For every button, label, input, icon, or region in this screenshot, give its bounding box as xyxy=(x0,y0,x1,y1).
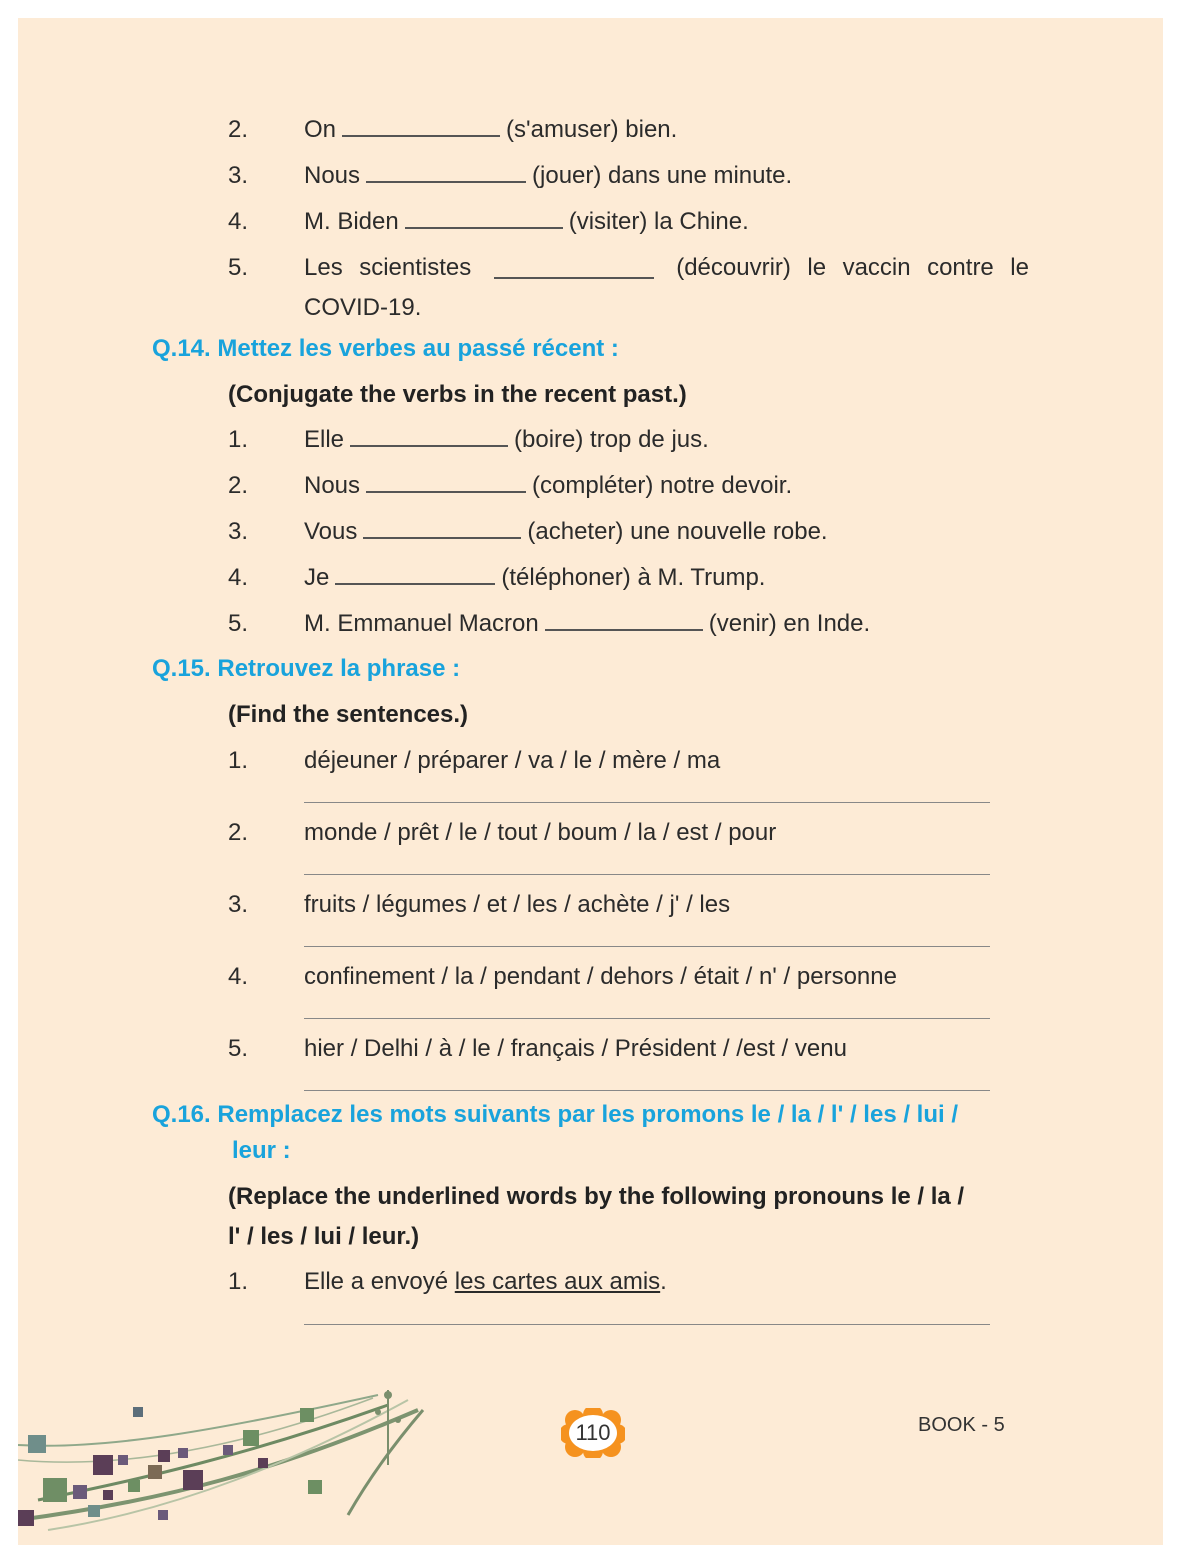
answer-line[interactable] xyxy=(304,1324,990,1325)
question-heading-15: Q.15. Retrouvez la phrase : xyxy=(152,655,461,682)
item-subject: Nous xyxy=(304,162,361,189)
question-heading-14: Q.14. Mettez les verbes au passé récent : xyxy=(152,335,619,362)
item-text: Elle a envoyé xyxy=(304,1268,455,1295)
list-item xyxy=(304,517,828,547)
word: le xyxy=(807,254,827,281)
list-item xyxy=(304,253,1029,283)
answer-blank[interactable] xyxy=(366,181,526,183)
item-number: 2. xyxy=(228,819,249,846)
underlined-words: les cartes aux amis xyxy=(454,1268,661,1295)
list-item xyxy=(304,425,709,455)
item-subject: Nous xyxy=(304,472,361,499)
item-number: 4. xyxy=(228,963,249,990)
item-rest: (téléphoner) à M. Trump. xyxy=(501,564,766,591)
word: contre xyxy=(927,254,994,281)
answer-blank[interactable] xyxy=(350,445,508,447)
word: le xyxy=(1010,254,1029,281)
item-number: 5. xyxy=(228,254,249,281)
answer-line[interactable] xyxy=(304,946,990,947)
page-number-badge xyxy=(561,1408,625,1458)
word: (découvrir) xyxy=(676,254,791,281)
answer-line[interactable] xyxy=(304,1090,990,1091)
book-label: BOOK - 5 xyxy=(918,1414,1005,1436)
word: vaccin xyxy=(842,254,911,281)
answer-blank[interactable] xyxy=(494,277,654,279)
answer-blank[interactable] xyxy=(545,629,703,631)
item-subject: Vous xyxy=(304,518,358,545)
word: scientistes xyxy=(359,254,472,281)
page-number: 110 xyxy=(575,1420,611,1445)
item-subject: On xyxy=(304,116,337,143)
item-text-end: . xyxy=(660,1268,667,1295)
question-subheading-14: (Conjugate the verbs in the recent past.) xyxy=(228,381,687,408)
item-subject: M. Biden xyxy=(304,208,399,235)
page-background xyxy=(18,18,1163,1545)
item-subject: M. Emmanuel Macron xyxy=(304,610,539,637)
item-number: 1. xyxy=(228,426,249,453)
item-number: 2. xyxy=(228,116,249,143)
list-item: confinement / la / pendant / dehors / était / n' / personne xyxy=(304,963,897,990)
item-number: 3. xyxy=(228,518,249,545)
answer-blank[interactable] xyxy=(366,491,526,493)
item-number: 2. xyxy=(228,472,249,499)
question-subheading-16-cont: l' / les / lui / leur.) xyxy=(228,1223,420,1250)
list-item xyxy=(304,115,677,145)
question-subheading-16: (Replace the underlined words by the following pronouns le / la / xyxy=(228,1183,965,1210)
list-item: monde / prêt / le / tout / boum / la / est / pour xyxy=(304,819,777,846)
item-number: 1. xyxy=(228,1268,249,1295)
answer-blank[interactable] xyxy=(335,583,495,585)
list-item xyxy=(304,471,792,501)
item-rest: (compléter) notre devoir. xyxy=(532,472,793,499)
item-rest: (jouer) dans une minute. xyxy=(532,162,793,189)
list-item: déjeuner / préparer / va / le / mère / ma xyxy=(304,747,721,774)
item-number: 3. xyxy=(228,891,249,918)
item-number: 4. xyxy=(228,208,249,235)
list-item xyxy=(304,1267,667,1297)
question-subheading-15: (Find the sentences.) xyxy=(228,701,469,728)
list-item: fruits / légumes / et / les / achète / j' / les xyxy=(304,891,731,918)
item-subject: Je xyxy=(304,564,330,591)
item-number: 5. xyxy=(228,1035,249,1062)
list-item xyxy=(304,563,765,593)
item-number: 4. xyxy=(228,564,249,591)
answer-line[interactable] xyxy=(304,802,990,803)
item-subject: Elle xyxy=(304,426,345,453)
answer-line[interactable] xyxy=(304,874,990,875)
question-heading-16-cont: leur : xyxy=(232,1137,291,1164)
item-number: 5. xyxy=(228,610,249,637)
answer-line[interactable] xyxy=(304,1018,990,1019)
list-item: hier / Delhi / à / le / français / Président / /est / venu xyxy=(304,1035,847,1062)
item-rest: (acheter) une nouvelle robe. xyxy=(527,518,828,545)
question-heading-16: Q.16. Remplacez les mots suivants par les promons le / la / l' / les / lui / xyxy=(152,1101,959,1128)
item-rest: (visiter) la Chine. xyxy=(568,208,749,235)
list-item xyxy=(304,609,870,639)
floral-decoration-icon xyxy=(18,1390,438,1540)
answer-blank[interactable] xyxy=(405,227,563,229)
answer-blank[interactable] xyxy=(342,135,500,137)
answer-blank[interactable] xyxy=(363,537,521,539)
list-item xyxy=(304,207,749,237)
item-continuation: COVID-19. xyxy=(304,294,422,321)
item-number: 3. xyxy=(228,162,249,189)
item-rest: (s'amuser) bien. xyxy=(506,116,678,143)
word: Les xyxy=(304,254,343,281)
item-number: 1. xyxy=(228,747,249,774)
list-item xyxy=(304,161,792,191)
item-rest: (boire) trop de jus. xyxy=(514,426,709,453)
item-rest: (venir) en Inde. xyxy=(708,610,871,637)
